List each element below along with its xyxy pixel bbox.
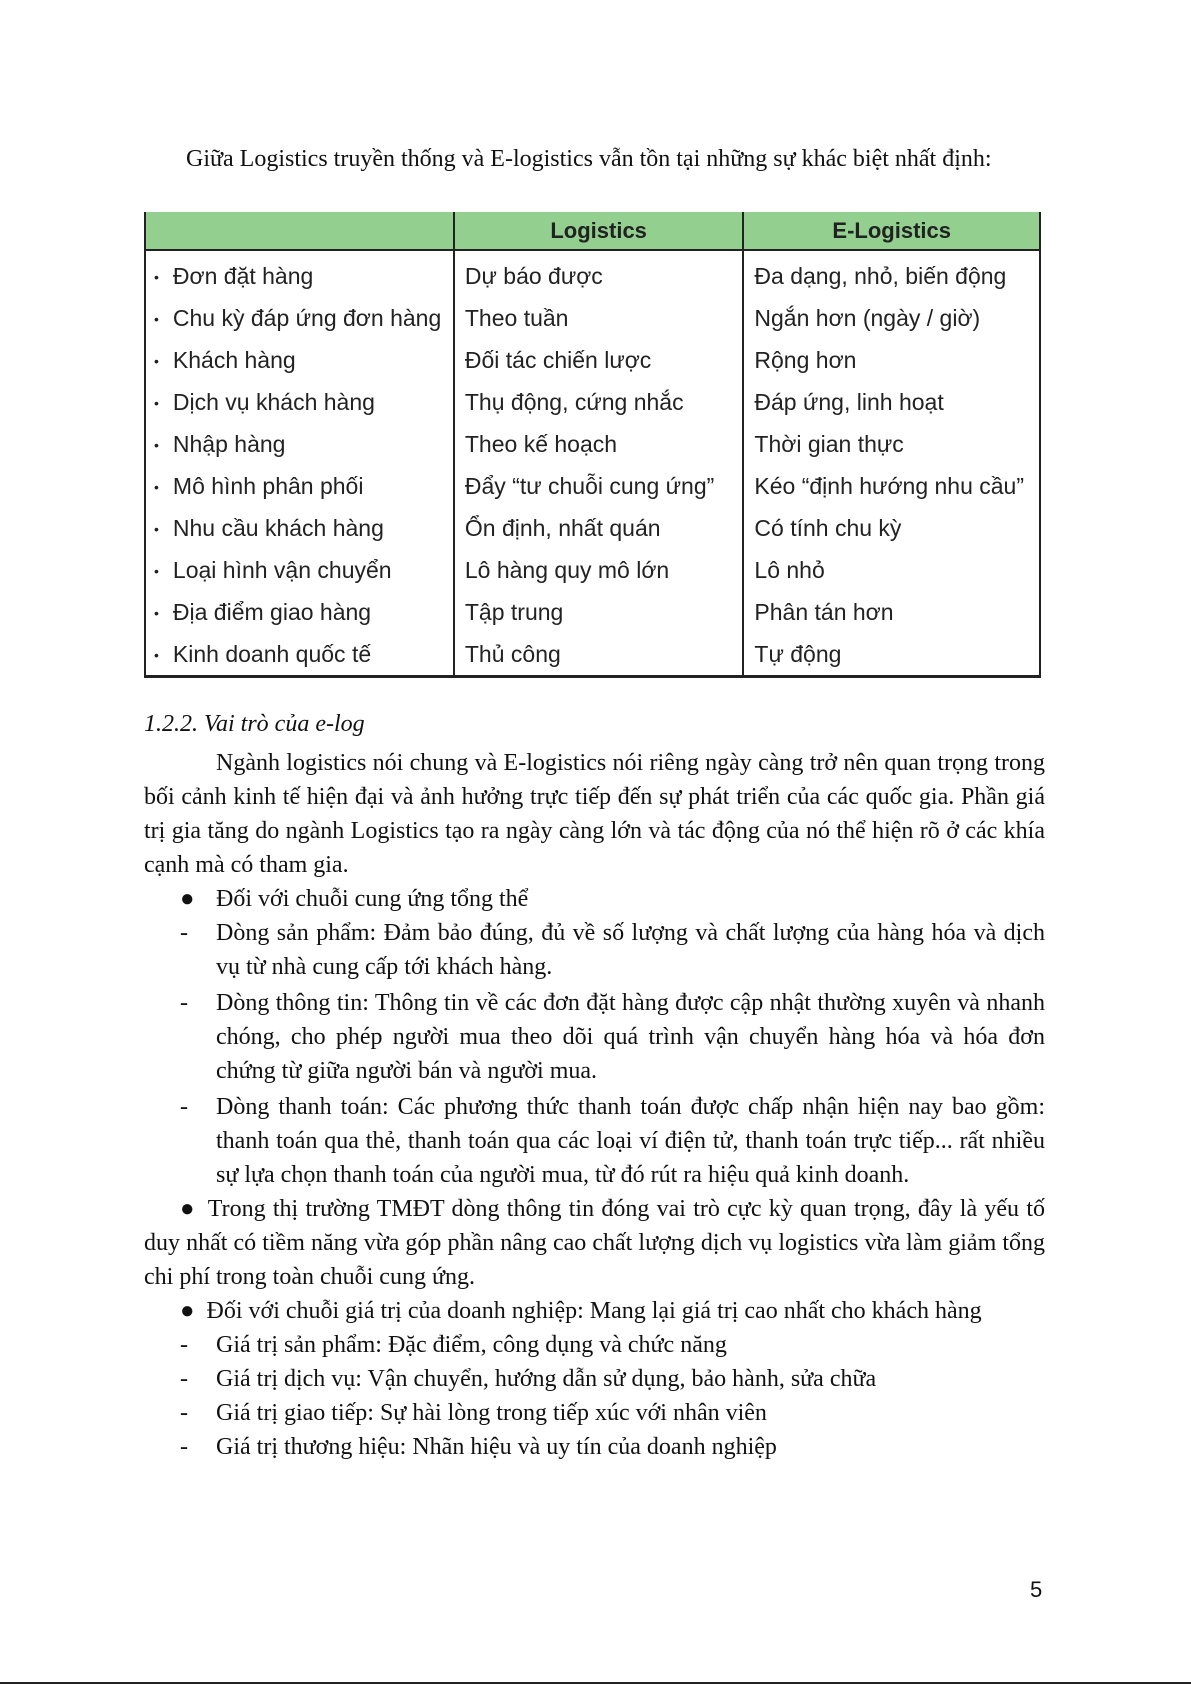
- bottom-divider: [0, 1682, 1191, 1684]
- criterion-cell: • Mô hình phân phối: [154, 472, 364, 499]
- table-row: [145, 633, 1040, 677]
- bullet-text: Đối với chuỗi giá trị của doanh nghiệp: Mang lại giá trị cao nhất cho khách hàng: [206, 1298, 982, 1324]
- body-paragraph: Ngành logistics nói chung và E-logistics nói riêng ngày càng trở nên quan trọng trong bối cảnh kinh tế hiện đại và ảnh hưởng trực tiếp đến sự phát triển của các quốc gia. Phần giá trị gia tăng do ngành Logistics tạo ra ngày càng lớn và tác động của nó thể hiện rõ ở các khía cạnh mà có tham gia.: [144, 750, 1045, 878]
- logistics-cell: Ổn định, nhất quán: [454, 507, 744, 549]
- e-logistics-cell: Ngắn hơn (ngày / giờ): [743, 297, 1040, 339]
- header-empty: [145, 213, 454, 251]
- bullet-icon: ●: [180, 1196, 196, 1222]
- bullet-icon: •: [154, 521, 159, 538]
- item-text: Dòng sản phẩm: Đảm bảo đúng, đủ về số lượng và chất lượng của hàng hóa và dịch vụ từ nhà cung cấp tới khách hàng.: [216, 920, 1045, 980]
- logistics-cell: Dự báo được: [454, 250, 744, 297]
- bullet-icon: •: [154, 437, 159, 454]
- list-item: [144, 916, 1045, 984]
- dash-icon: -: [180, 1366, 188, 1392]
- list-item: [144, 1362, 1045, 1396]
- dash-icon: -: [180, 1400, 188, 1426]
- bullet-icon: •: [154, 563, 159, 580]
- e-logistics-cell: Có tính chu kỳ: [743, 507, 1040, 549]
- list-item: [144, 1430, 1045, 1464]
- section-heading: 1.2.2. Vai trò của e-log: [144, 711, 365, 737]
- roles-list: [144, 882, 1045, 1464]
- table-header-row: [145, 213, 1040, 251]
- criterion-cell: • Dịch vụ khách hàng: [154, 388, 375, 415]
- table-row: [145, 549, 1040, 591]
- dash-icon: -: [180, 1094, 188, 1120]
- bullet-icon: ●: [180, 1298, 195, 1324]
- bullet-icon: •: [154, 479, 159, 496]
- table-row: [145, 507, 1040, 549]
- e-logistics-cell: Phân tán hơn: [743, 591, 1040, 633]
- criterion-cell: • Kinh doanh quốc tế: [154, 640, 372, 667]
- table-row: [145, 297, 1040, 339]
- e-logistics-cell: Rộng hơn: [743, 339, 1040, 381]
- table-row: [145, 339, 1040, 381]
- intro-text: Giữa Logistics truyền thống và E-logistics vẫn tồn tại những sự khác biệt nhất định:: [186, 146, 992, 172]
- bullet-icon: •: [154, 395, 159, 412]
- criterion-cell: • Khách hàng: [154, 346, 296, 373]
- criterion-cell: • Địa điểm giao hàng: [154, 598, 372, 625]
- table-row: [145, 591, 1040, 633]
- criterion-cell: • Đơn đặt hàng: [154, 262, 314, 289]
- item-text: Dòng thanh toán: Các phương thức thanh toán được chấp nhận hiện nay bao gồm: thanh toán qua thẻ, thanh toán qua các loại ví điện tử, thanh toán trực tiếp... rất nhiều sự lựa chọn thanh toán của người mua, từ đó rút ra hiệu quả kinh doanh.: [216, 1094, 1045, 1188]
- bullet-icon: ●: [180, 886, 195, 912]
- list-item: [144, 986, 1045, 1088]
- dash-icon: -: [180, 1434, 188, 1460]
- list-item: [144, 1294, 1045, 1328]
- criterion-cell: • Nhập hàng: [154, 430, 286, 457]
- list-item: [144, 1192, 1045, 1294]
- logistics-cell: Đẩy “tư chuỗi cung ứng”: [454, 465, 744, 507]
- logistics-cell: Lô hàng quy mô lớn: [454, 549, 744, 591]
- list-item: [144, 882, 1045, 916]
- header-e-logistics: E-Logistics: [743, 213, 1040, 251]
- item-text: Dòng thông tin: Thông tin về các đơn đặt hàng được cập nhật thường xuyên và nhanh chóng, cho phép người mua theo dõi quá trình vận chuyển hàng hóa và hóa đơn chứng từ giữa người bán và người mua.: [216, 990, 1045, 1084]
- item-text: Giá trị giao tiếp: Sự hài lòng trong tiếp xúc với nhân viên: [216, 1400, 767, 1426]
- logistics-cell: Tập trung: [454, 591, 744, 633]
- bullet-text: Đối với chuỗi cung ứng tổng thể: [216, 886, 529, 912]
- e-logistics-cell: Đáp ứng, linh hoạt: [743, 381, 1040, 423]
- list-item: [144, 1090, 1045, 1192]
- logistics-cell: Đối tác chiến lược: [454, 339, 744, 381]
- comparison-table: [144, 212, 1041, 678]
- e-logistics-cell: Đa dạng, nhỏ, biến động: [743, 250, 1040, 297]
- logistics-cell: Thủ công: [454, 633, 744, 677]
- item-text: Giá trị sản phẩm: Đặc điểm, công dụng và chức năng: [216, 1332, 727, 1358]
- header-logistics: Logistics: [454, 213, 744, 251]
- criterion-cell: • Loại hình vận chuyển: [154, 556, 392, 583]
- dash-icon: -: [180, 920, 188, 946]
- logistics-cell: Theo tuần: [454, 297, 744, 339]
- table-row: [145, 250, 1040, 297]
- criterion-cell: • Nhu cầu khách hàng: [154, 514, 384, 541]
- bullet-icon: •: [154, 647, 159, 664]
- e-logistics-cell: Tự động: [743, 633, 1040, 677]
- table-row: [145, 381, 1040, 423]
- page-number: 5: [1030, 1577, 1043, 1602]
- item-text: Giá trị dịch vụ: Vận chuyển, hướng dẫn sử dụng, bảo hành, sửa chữa: [216, 1366, 877, 1392]
- logistics-cell: Theo kế hoạch: [454, 423, 744, 465]
- bullet-text: Trong thị trường TMĐT dòng thông tin đóng vai trò cực kỳ quan trọng, đây là yếu tố duy nhất có tiềm năng vừa góp phần nâng cao chất lượng dịch vụ logistics vừa làm giảm tổng chi phí trong toàn chuỗi cung ứng.: [144, 1196, 1046, 1290]
- e-logistics-cell: Lô nhỏ: [743, 549, 1040, 591]
- table-row: [145, 423, 1040, 465]
- e-logistics-cell: Kéo “định hướng nhu cầu”: [743, 465, 1040, 507]
- bullet-icon: •: [154, 269, 159, 286]
- bullet-icon: •: [154, 605, 159, 622]
- table-row: [145, 465, 1040, 507]
- dash-icon: -: [180, 990, 188, 1016]
- e-logistics-cell: Thời gian thực: [743, 423, 1040, 465]
- item-text: Giá trị thương hiệu: Nhãn hiệu và uy tín của doanh nghiệp: [216, 1434, 777, 1460]
- criterion-cell: • Chu kỳ đáp ứng đơn hàng: [154, 304, 442, 331]
- list-item: [144, 1396, 1045, 1430]
- bullet-icon: •: [154, 311, 159, 328]
- bullet-icon: •: [154, 353, 159, 370]
- dash-icon: -: [180, 1332, 188, 1358]
- logistics-cell: Thụ động, cứng nhắc: [454, 381, 744, 423]
- list-item: [144, 1328, 1045, 1362]
